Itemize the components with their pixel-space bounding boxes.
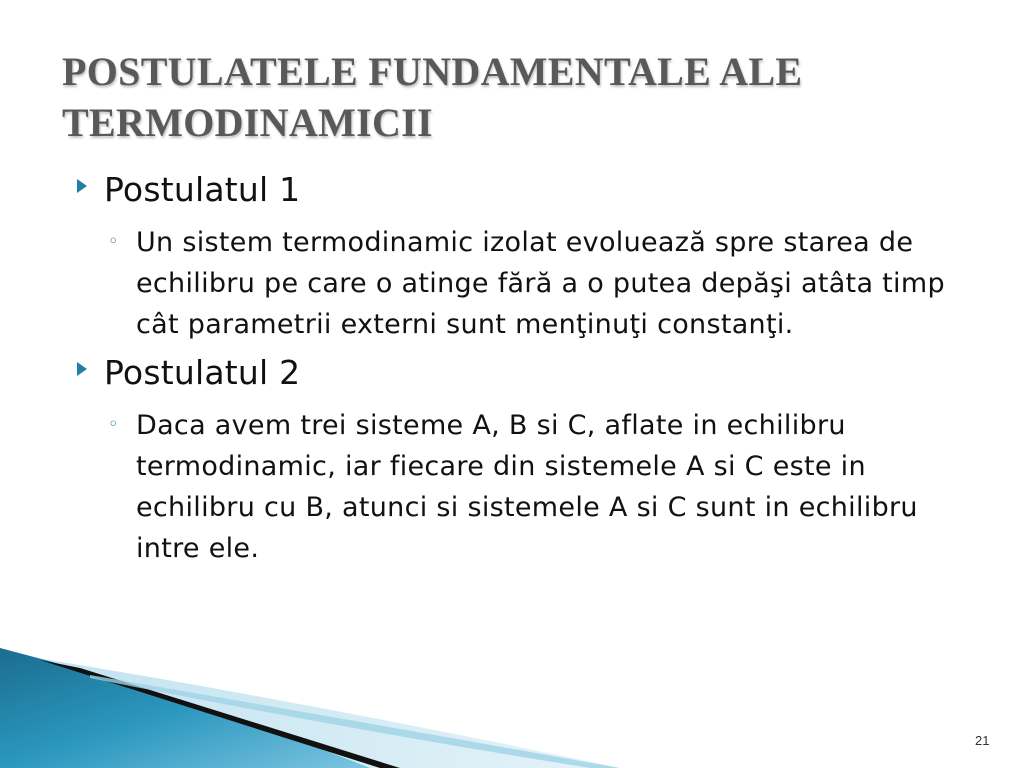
slide-title: POSTULATELE FUNDAMENTALE ALE TERMODINAMICII xyxy=(62,49,803,145)
sub-bullet-text: Daca avem trei sisteme A, B si C, aflate in echilibru termodinamic, iar fiecare din sistemele A si C este in echilibru cu B, atunci si sistemele A si C sunt in echilibru intre ele. xyxy=(136,410,918,564)
bullet-label: Postulatul 1 xyxy=(104,170,301,209)
circle-bullet-icon: ◦ xyxy=(108,414,119,435)
slide-content xyxy=(76,168,976,569)
bullet-item-postulate-1 xyxy=(76,168,976,212)
circle-bullet-icon: ◦ xyxy=(108,231,119,252)
sub-bullet-item xyxy=(104,405,976,569)
sub-bullet-item xyxy=(104,222,976,345)
triangle-right-icon xyxy=(76,351,104,381)
bullet-item-postulate-2 xyxy=(76,351,976,395)
page-number: 21 xyxy=(975,733,990,748)
sub-bullet-text: Un sistem termodinamic izolat evoluează spre starea de echilibru pe care o atinge fără a o putea depăşi atâta timp cât parametrii externi sunt menţinuţi constanţi. xyxy=(136,227,945,340)
triangle-right-icon xyxy=(76,168,104,198)
bullet-label: Postulatul 2 xyxy=(104,353,301,392)
